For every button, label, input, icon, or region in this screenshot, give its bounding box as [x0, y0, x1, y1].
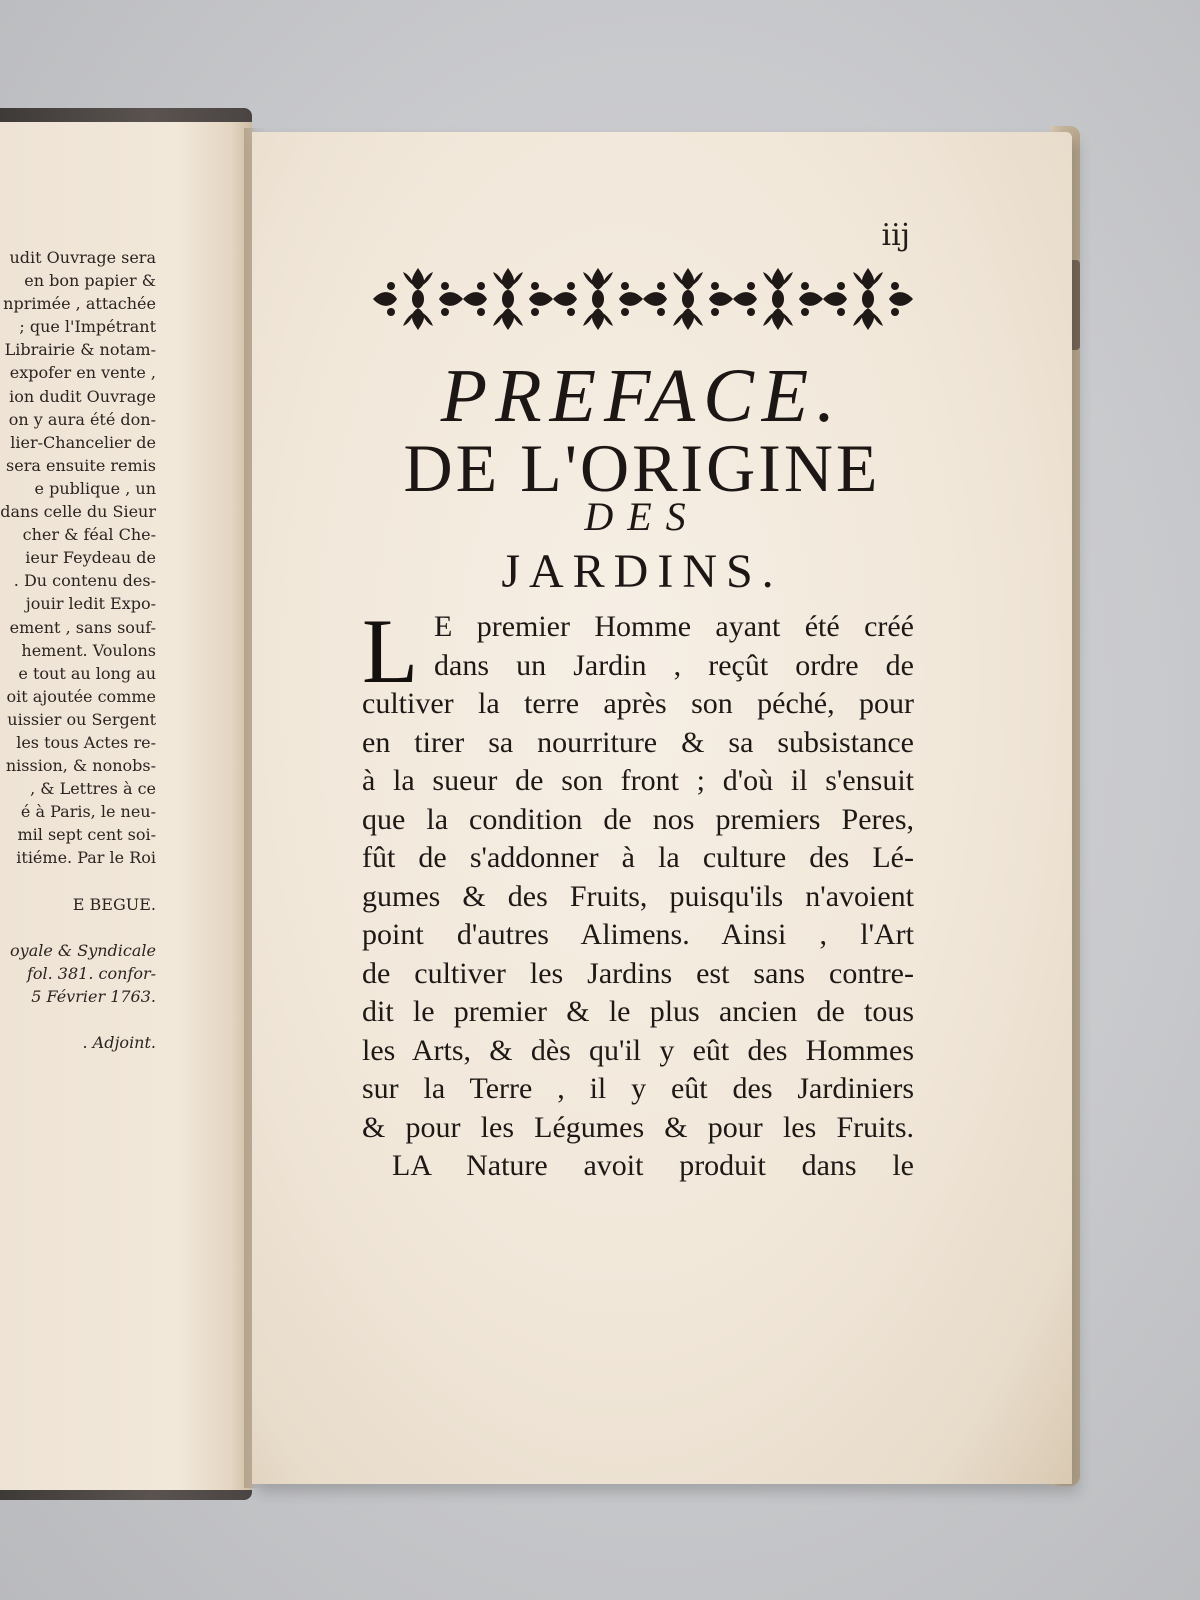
spacer — [0, 916, 156, 939]
body-line: les Arts, & dès qu'il y eût des Hommes — [362, 1033, 914, 1067]
adjoint-line: . Adjoint. — [82, 1032, 156, 1052]
body-line: fût de s'addonner à la culture des Lé- — [362, 841, 914, 874]
body-line: & pour les Légumes & pour les Fruits. — [362, 1110, 914, 1144]
left-line: jouir ledit Expo- — [25, 594, 156, 614]
registry-line: 5 Février 1763. — [31, 986, 156, 1006]
body-line: dans un Jardin , reçût ordre de — [434, 648, 914, 682]
left-line: . Du contenu des- — [13, 571, 156, 591]
body-text — [362, 600, 914, 1186]
preface-title: PREFACE. — [440, 354, 844, 438]
body-line: E premier Homme ayant été créé — [434, 610, 914, 643]
left-line: on y aura été don- — [8, 409, 156, 429]
floral-ornament-band — [373, 262, 913, 336]
body-line: à la sueur de son front ; d'où il s'ensuit — [362, 764, 914, 797]
body-line: en tirer sa nourriture & sa subsistance — [362, 725, 914, 759]
body-line: cultiver la terre après son péché, pour — [362, 687, 914, 720]
body-line: de cultiver les Jardins est sans contre- — [362, 956, 914, 990]
left-line: cher & féal Che- — [22, 525, 156, 545]
spacer — [0, 1008, 156, 1031]
subtitle-line: DES — [584, 494, 700, 539]
left-line: ; que l'Impétrant — [19, 317, 156, 337]
left-line: é à Paris, le neu- — [20, 802, 156, 822]
body-line: LA Nature avoit produit dans le — [392, 1149, 914, 1182]
left-line: e publique , un — [34, 478, 156, 498]
drop-cap: L — [362, 600, 419, 702]
registry-line: oyale & Syndicale — [10, 940, 156, 960]
body-line: dit le premier & le plus ancien de tous — [362, 995, 914, 1028]
left-line: les tous Actes re- — [16, 732, 156, 752]
left-line: , & Lettres à ce — [30, 779, 156, 799]
registry-line: fol. 381. confor- — [26, 963, 156, 983]
spacer — [0, 870, 156, 893]
left-page-text — [0, 246, 156, 1054]
left-line: dans celle du Sieur — [0, 502, 156, 522]
left-line: oit ajoutée comme — [6, 686, 156, 706]
left-page — [0, 122, 252, 1490]
signature: E BEGUE. — [72, 894, 156, 914]
subtitle-line: JARDINS. — [501, 545, 783, 598]
left-line: expofer en vente , — [9, 363, 156, 383]
body-line: sur la Terre , il y eût des Jardiniers — [362, 1072, 914, 1105]
subtitle-line: DE L'ORIGINE — [403, 430, 881, 506]
left-line: hement. Voulons — [21, 640, 156, 660]
body-line: gumes & des Fruits, puisqu'ils n'avoient — [362, 879, 914, 913]
left-line: e tout au long au — [18, 663, 156, 683]
left-line: lier-Chancelier de — [10, 432, 156, 452]
left-line: mil sept cent soi- — [17, 825, 156, 845]
page-number: iij — [881, 218, 910, 253]
left-line: nission, & nonobs- — [5, 756, 156, 776]
left-line: sera ensuite remis — [6, 455, 156, 475]
body-line: point d'autres Alimens. Ainsi , l'Art — [362, 918, 914, 951]
left-line: ieur Feydeau de — [25, 548, 156, 568]
left-line: itiéme. Par le Roi — [16, 848, 156, 868]
left-line: en bon papier & — [24, 271, 156, 291]
left-line: nprimée , attachée — [3, 294, 156, 314]
body-line: que la condition de nos premiers Peres, — [362, 802, 914, 836]
left-line: ement , sans souf- — [9, 617, 156, 637]
left-line: ion dudit Ouvrage — [9, 386, 156, 406]
left-line: uissier ou Sergent — [7, 709, 156, 729]
left-line: udit Ouvrage sera — [9, 248, 156, 267]
left-line: Librairie & notam- — [4, 340, 156, 360]
